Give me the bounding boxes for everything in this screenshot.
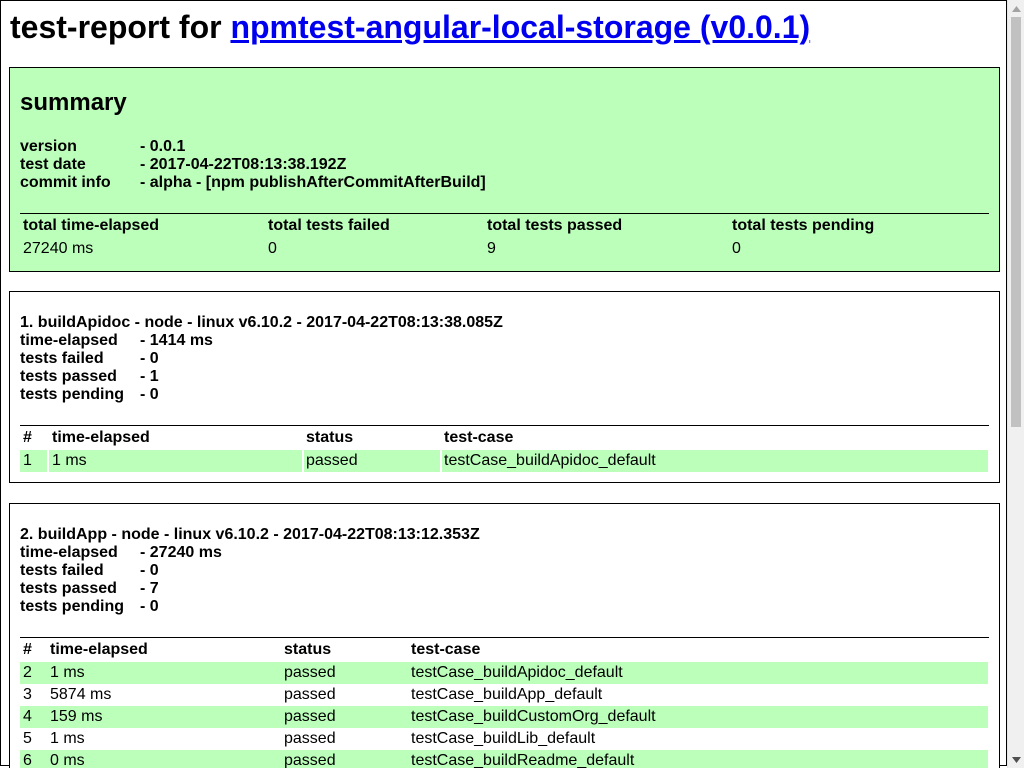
summary-totals-table (20, 213, 989, 260)
cell-time: 1 ms (49, 450, 302, 472)
cell-num: 1 (20, 450, 47, 472)
summary-heading: summary (20, 89, 127, 116)
cell-status: passed (284, 708, 336, 725)
stat-key: time-elapsed (20, 544, 118, 561)
info-key: version (20, 138, 77, 155)
package-link[interactable]: npmtest-angular-local-storage (v0.0.1) (230, 9, 811, 45)
cell-time: 0 ms (50, 752, 85, 768)
vertical-scrollbar[interactable] (1007, 0, 1024, 768)
stat-value: - 7 (140, 580, 159, 597)
table-row (20, 750, 989, 768)
suite-stat-row (20, 386, 503, 404)
test-case-table (20, 425, 989, 472)
totals-header-time: total time-elapsed (23, 217, 160, 234)
stat-key: tests passed (20, 580, 117, 597)
col-header-num: # (23, 641, 32, 658)
table-row (20, 662, 989, 684)
table-header-row (20, 638, 989, 662)
cell-testcase: testCase_buildApp_default (411, 686, 603, 703)
suite-stats (20, 314, 503, 404)
cell-num: 6 (23, 752, 32, 768)
suite-title: 2. buildApp - node - linux v6.10.2 - 2017-04-22T08:13:12.353Z (20, 526, 480, 543)
stat-value: - 0 (140, 386, 159, 403)
totals-header-pending: total tests pending (732, 217, 875, 234)
table-row (20, 684, 989, 706)
cell-status: passed (284, 730, 336, 747)
info-value: - 2017-04-22T08:13:38.192Z (140, 156, 347, 173)
col-header-status: status (284, 641, 332, 658)
summary-info-row (20, 174, 486, 192)
stat-value: - 1414 ms (140, 332, 213, 349)
stat-key: time-elapsed (20, 332, 118, 349)
cell-testcase: testCase_buildApidoc_default (411, 664, 623, 681)
cell-time: 5874 ms (50, 686, 112, 703)
test-suite-section (9, 503, 1000, 768)
table-row (20, 706, 989, 728)
summary-info-row (20, 156, 486, 174)
summary-info (20, 138, 486, 192)
col-header-testcase: test-case (444, 429, 514, 446)
cell-testcase: testCase_buildLib_default (411, 730, 596, 747)
cell-num: 3 (23, 686, 32, 703)
col-header-testcase: test-case (411, 641, 481, 658)
suite-stat-row (20, 350, 503, 368)
col-header-num: # (23, 429, 32, 446)
suite-stats (20, 526, 480, 616)
table-row (20, 450, 989, 472)
cell-num: 5 (23, 730, 32, 747)
stat-value: - 0 (140, 598, 159, 615)
cell-testcase: testCase_buildCustomOrg_default (411, 708, 656, 725)
cell-time: 1 ms (50, 664, 85, 681)
stat-key: tests pending (20, 386, 125, 403)
totals-header-failed: total tests failed (268, 217, 390, 234)
suite-stat-row (20, 580, 480, 598)
stat-key: tests failed (20, 350, 104, 367)
suite-title: 1. buildApidoc - node - linux v6.10.2 - 2017-04-22T08:13:38.085Z (20, 314, 503, 331)
cell-time: 1 ms (50, 730, 85, 747)
stat-value: - 0 (140, 562, 159, 579)
totals-header-passed: total tests passed (487, 217, 623, 234)
summary-section (9, 67, 1000, 272)
cell-status: passed (284, 752, 336, 768)
cell-status: passed (304, 450, 440, 472)
cell-status: passed (284, 686, 336, 703)
info-key: test date (20, 156, 86, 173)
info-value: - 0.0.1 (140, 138, 186, 155)
stat-value: - 0 (140, 350, 159, 367)
test-case-table (20, 637, 989, 768)
suite-stat-row (20, 332, 503, 350)
table-header-row (20, 426, 989, 450)
suite-stat-row (20, 544, 480, 562)
totals-value-failed: 0 (268, 240, 277, 257)
suite-stat-row (20, 562, 480, 580)
cell-testcase: testCase_buildApidoc_default (442, 450, 988, 472)
suite-stat-row (20, 598, 480, 616)
totals-value-passed: 9 (487, 240, 496, 257)
scrollbar-thumb[interactable] (1011, 17, 1021, 427)
cell-status: passed (284, 664, 336, 681)
totals-value-time: 27240 ms (23, 240, 94, 257)
stat-key: tests failed (20, 562, 104, 579)
stat-value: - 27240 ms (140, 544, 222, 561)
title-prefix: test-report for (10, 9, 222, 45)
page-title (10, 8, 810, 46)
table-row (20, 728, 989, 750)
totals-value-pending: 0 (732, 240, 741, 257)
info-key: commit info (20, 174, 111, 191)
col-header-time: time-elapsed (50, 641, 148, 658)
cell-num: 2 (23, 664, 32, 681)
stat-key: tests passed (20, 368, 117, 385)
totals-value-row (20, 238, 989, 260)
suite-stat-row (20, 368, 503, 386)
stat-value: - 1 (140, 368, 159, 385)
stat-key: tests pending (20, 598, 125, 615)
summary-info-row (20, 138, 486, 156)
cell-num: 4 (23, 708, 32, 725)
cell-time: 159 ms (50, 708, 103, 725)
scroll-up-icon[interactable] (1008, 0, 1024, 17)
info-value: - alpha - [npm publishAfterCommitAfterBuild] (140, 174, 486, 191)
cell-testcase: testCase_buildReadme_default (411, 752, 635, 768)
totals-header-row (20, 214, 989, 238)
col-header-status: status (306, 429, 354, 446)
col-header-time: time-elapsed (52, 429, 150, 446)
test-suite-section (9, 291, 1000, 483)
scroll-down-icon[interactable] (1008, 751, 1024, 768)
